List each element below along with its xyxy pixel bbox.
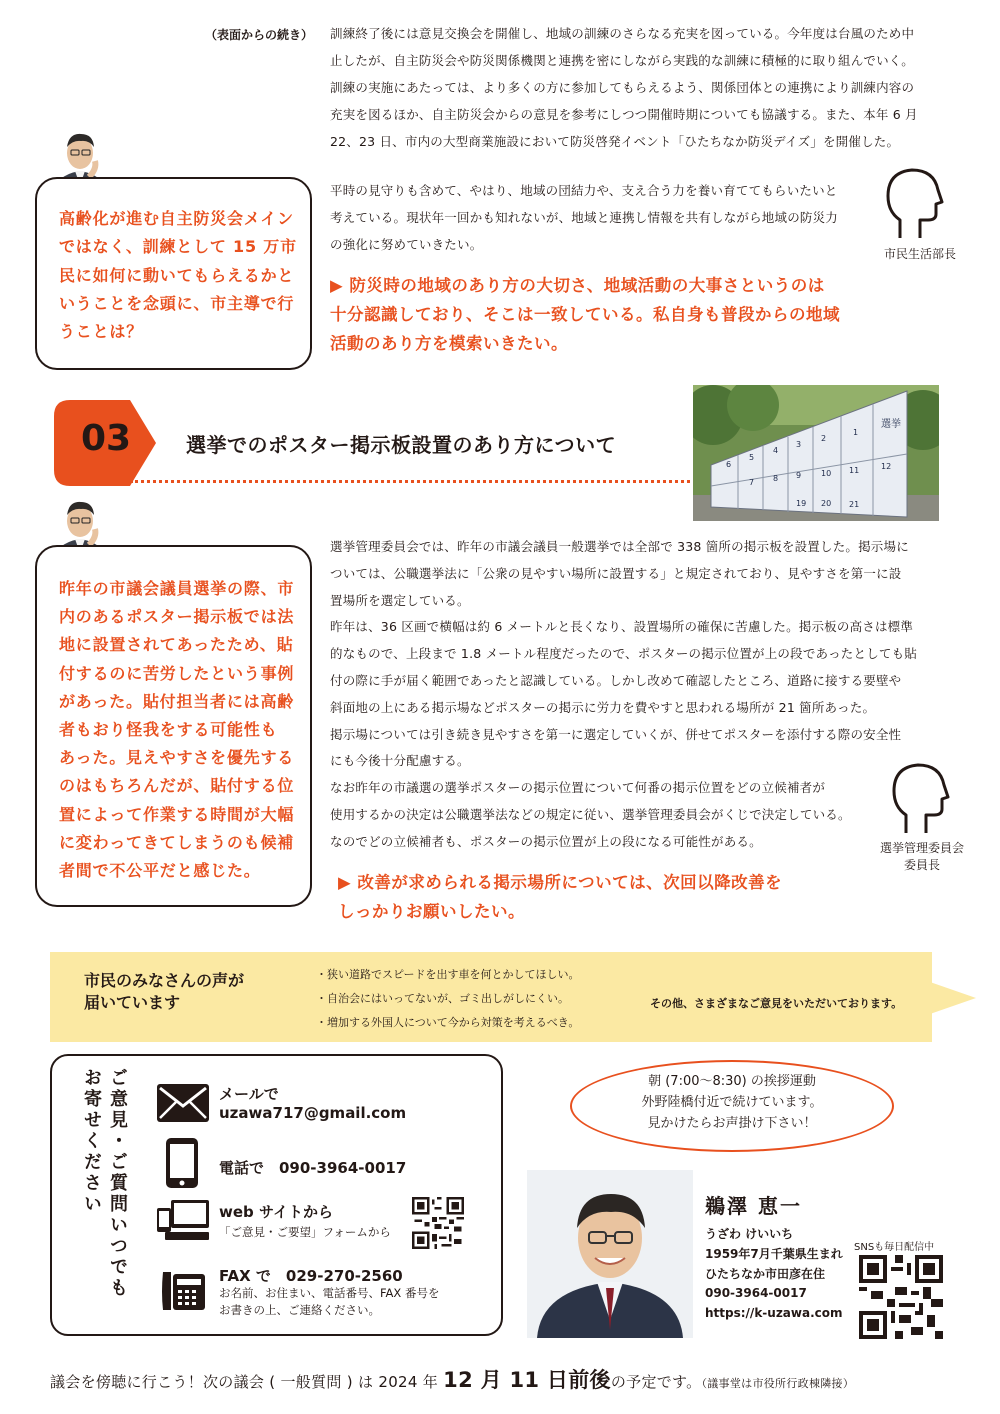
answer-2 [330, 271, 920, 358]
profile-kana: うざわ けいいち [705, 1227, 794, 1241]
response-line: 斜面地の上にある掲示場などポスターの掲示に労力を費やすと思われる場所が 21 箇所あった。 [330, 699, 876, 715]
board-number: 3 [796, 440, 802, 449]
question-line: 者もおり怪我をする可能性も [59, 720, 278, 740]
board-number: 10 [821, 469, 832, 478]
board-number: 21 [849, 500, 860, 509]
phone-label[interactable]: 電話で 090-3964-0017 [219, 1159, 407, 1177]
web-note: 「ご意見・ご要望」フォームから [219, 1225, 391, 1239]
voices-item: ・増加する外国人について今から対策を考えるべき。 [316, 1016, 580, 1029]
answer-line: 活動のあり方を模索いきたい。 [330, 334, 568, 353]
fax-note-line: お書きの上、ご連絡ください。 [219, 1303, 380, 1317]
question-line: うことは？ [59, 322, 144, 342]
board-number: 19 [796, 499, 807, 508]
voices-title [84, 970, 244, 1014]
fax-note-line: お名前、お住まい、電話番号、FAX 番号を [219, 1286, 440, 1300]
footer-note: （議事堂は市役所行政棟隣接） [701, 1377, 855, 1390]
board-number: 7 [749, 478, 755, 487]
response-line: 置場所を選定している。 [330, 592, 470, 608]
response-line: 掲示場については引き続き見やすさを第一に選定していくが、併せてポスターを添付する際の安全性 [330, 726, 902, 742]
footer-suffix: の予定です。 [610, 1373, 702, 1391]
question-line: あった。見えやすさを優先する [59, 748, 295, 768]
question-line: 内のあるポスター掲示板では法 [59, 607, 295, 627]
answer-line: ▶ 改善が求められる掲示場所については、次回以降改善を [338, 873, 783, 892]
speaker-line: 選挙管理委員会 [879, 841, 964, 855]
response-line: の強化に努めていきたい。 [330, 237, 483, 252]
response-line: 昨年は、36 区画で横幅は約 6 メートルと長くなり、設置場所の確保に苦慮した。掲示板の高さは標準 [330, 619, 914, 635]
response-line: 的なもので、上段まで 1.8 メートル程度だったので、ポスターの掲示位置が上の段であったとしても貼 [330, 646, 918, 662]
question-line: のはもちろんだが、貼付する位 [59, 776, 295, 796]
voices-item: ・狭い道路でスピードを出す車を何とかしてほしい。 [316, 968, 580, 981]
voices-title-line: 市民のみなさんの声が [84, 971, 245, 990]
response-line: なのでどの立候補者も、ポスターの掲示位置が上の段になる可能性がある。 [330, 833, 762, 849]
response-line: 考えている。現状年一回かも知れないが、地域と連携し情報を共有しながら地域の防災力 [330, 210, 839, 225]
profile-photo [527, 1170, 693, 1338]
response-line: 付の際に手が届く範囲であったと認識している。しかし改めて確認したところ、道路に接する要壁や [330, 672, 902, 688]
greeting-line: 朝 (7:00〜8:30) の挨拶運動 [648, 1074, 816, 1089]
greeting-text [586, 1071, 878, 1134]
continued-line: 止したが、自主防災会や防災関係機関と連携を密にしながら実践的な訓練に積極的に取り組んでいく。 [330, 53, 914, 68]
continued-label: （表面からの続き） [205, 28, 314, 42]
poster-board-photo [693, 385, 939, 521]
answer-line: 十分認識しており、そこは一致している。私自身も普段からの地域 [330, 305, 840, 324]
board-number: 2 [821, 434, 827, 443]
qr-code-icon[interactable] [412, 1197, 464, 1253]
board-number: 20 [821, 499, 832, 508]
vertical-heading-line: ご意見・ご質問いつでも [107, 1068, 128, 1299]
answer-3 [338, 868, 858, 926]
response-line: なお昨年の市議選の選挙ポスターの掲示位置について何番の掲示位置をどの立候補者が [330, 780, 826, 796]
profile-url[interactable]: https://k-uzawa.com [705, 1306, 843, 1321]
topic-title: 選挙でのポスター掲示板設置のあり方について [186, 433, 617, 457]
continued-paragraph [330, 20, 960, 155]
head-silhouette-icon [884, 162, 944, 246]
answer-line: しっかりお願いしたい。 [338, 902, 525, 921]
question-line: 地に設置されてあったため、貼 [59, 635, 294, 655]
topic-number-badge [52, 398, 160, 492]
footer-prefix: 議会を傍聴に行こう！次の議会 ( 一般質問 ) は 2024 年 [50, 1373, 444, 1391]
answer-line: ▶ 防災時の地域のあり方の大切さ、地域活動の大事さというのは [330, 276, 825, 295]
response-paragraph-3 [330, 534, 960, 856]
footer-date: 12 月 11 日前後 [443, 1368, 611, 1392]
continued-line: 22、23 日、市内の大型商業施設において防災啓発イベント「ひたちなか防災デイズ」を開催した。 [330, 134, 900, 149]
mail-icon [155, 1082, 211, 1128]
response-paragraph-2 [330, 177, 875, 258]
profile-address: ひたちなか市田彦在住 [705, 1266, 826, 1281]
response-line: 平時の見守りも含めて、やはり、地域の団結力や、支え合う力を養い育ててもらいたいと [330, 183, 838, 198]
citizen-voices-tail [930, 982, 976, 1014]
board-number: 8 [773, 474, 779, 483]
question-line: 昨年の市議会議員選挙の際、市 [59, 579, 295, 598]
response-line: ついては、公職選挙法に「公衆の見やすい場所に設置する」と規定されており、見やすさを第一に設 [330, 565, 902, 581]
question-line: いうことを念頭に、市主導で行 [59, 293, 295, 313]
sns-label: SNSも毎日配信中 [854, 1242, 935, 1253]
response-line: にも今後十分配慮する。 [330, 753, 470, 769]
web-label[interactable]: web サイトから [219, 1203, 333, 1221]
fax-note [219, 1285, 439, 1319]
response-line: 選挙管理委員会では、昨年の市議会議員一般選挙では全部で 338 箇所の掲示板を設置した。掲示場に [330, 539, 909, 554]
question-line: 置によって作業する時間が大幅 [59, 804, 295, 824]
question-line: 高齢化が進む自主防災会メイン [59, 209, 294, 228]
continued-line: 訓練の実施にあたっては、より多くの方に参加してもらえるよう、関係団体との連携により訓練内容の [330, 80, 915, 95]
speaker-label-2: 市民生活部長 [883, 247, 956, 261]
profile-name: 鵜澤 恵一 [705, 1194, 802, 1218]
voices-title-line: 届いています [84, 993, 181, 1012]
question-line: 付するのに苦労したという事例 [59, 663, 295, 683]
vertical-heading-line: お寄せください [81, 1068, 102, 1215]
voices-note: その他、さまざまなご意見をいただいております。 [650, 997, 903, 1010]
question-line: 民に如何に動いてもらえるかと [59, 265, 295, 285]
footer-notice [50, 1364, 854, 1394]
question-box-2 [35, 177, 312, 370]
question-box-3 [35, 545, 312, 907]
greeting-line: 外野陸橋付近で続けています。 [641, 1095, 823, 1110]
phone-icon [164, 1136, 200, 1194]
mail-label: メールで [219, 1085, 279, 1103]
voices-list [316, 963, 580, 1035]
question-line: ではなく、訓練として 15 万市 [59, 237, 297, 257]
board-number: 12 [881, 462, 892, 471]
sns-qr-code-icon[interactable] [859, 1255, 943, 1343]
board-number: 6 [726, 460, 732, 469]
speaker-line: 委員長 [903, 858, 940, 872]
board-number: 4 [773, 446, 779, 455]
board-number: 5 [749, 453, 755, 462]
board-number: 9 [796, 471, 802, 480]
profile-details [705, 1225, 843, 1324]
board-label: 選挙 [881, 419, 901, 430]
computer-icon [155, 1198, 211, 1246]
question-line: 者間で不公平だと感じた。 [59, 861, 261, 881]
continued-line: 充実を図るほか、自主防災会からの意見を参考にしつつ開催時期についても協議する。また、本年 6 月 [330, 107, 918, 122]
profile-phone[interactable]: 090-3964-0017 [705, 1286, 807, 1301]
dotted-divider [130, 480, 690, 483]
mail-address[interactable]: uzawa717@gmail.com [219, 1104, 407, 1122]
fax-label[interactable]: FAX で 029-270-2560 [219, 1267, 403, 1285]
response-line: 使用するかの決定は公職選挙法などの規定に従い、選挙管理委員会がくじで決定している。 [330, 806, 851, 822]
continued-line: 訓練終了後には意見交換会を開催し、地域の訓練のさらなる充実を図っている。今年度は台風のため中 [330, 26, 915, 41]
head-silhouette-icon [890, 757, 950, 841]
board-number: 11 [849, 466, 860, 475]
speaker-label-3 [862, 840, 982, 874]
board-number: 1 [853, 428, 859, 437]
fax-icon [157, 1266, 207, 1316]
question-line: に変わってきてしまうのも候補 [59, 832, 295, 852]
greeting-line: 見かけたらお声掛け下さい！ [647, 1116, 817, 1131]
contact-vertical-heading [78, 1068, 130, 1330]
question-line: があった。貼付担当者には高齢 [59, 691, 295, 711]
voices-item: ・自治会にはいってないが、ゴミ出しがしにくい。 [316, 992, 569, 1005]
profile-born: 1959年7月千葉県生まれ [705, 1246, 843, 1261]
topic-number: 03 [80, 418, 132, 459]
